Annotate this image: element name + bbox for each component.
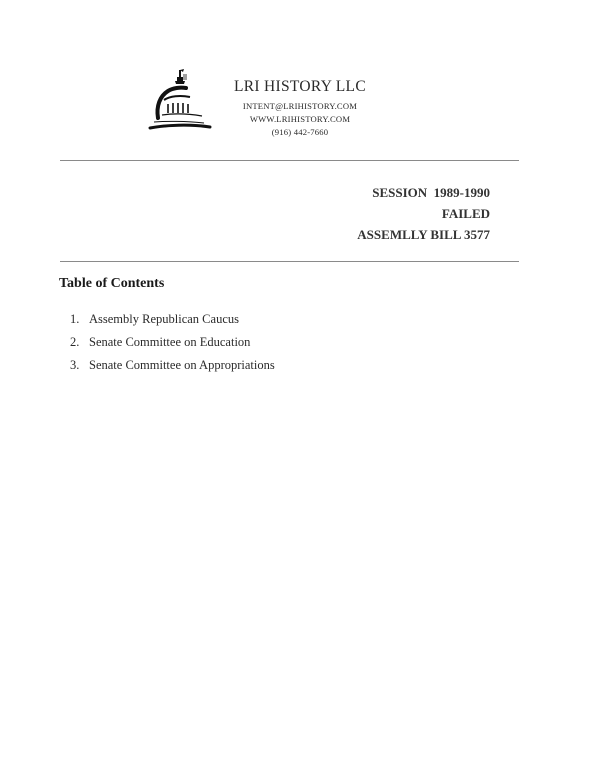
toc-item [70, 354, 275, 377]
capitol-dome-icon [146, 66, 212, 136]
bill-status: FAILED [441, 206, 490, 221]
bill-number: ASSEMLLY BILL 3577 [357, 227, 490, 242]
toc-item [70, 308, 275, 331]
toc-item-number: 1. [70, 312, 80, 326]
toc-item-label: Senate Committee on Education [89, 335, 251, 349]
company-name: LRI HISTORY LLC [234, 78, 366, 95]
company-phone: (916) 442-7660 [271, 127, 329, 137]
session-label: SESSION 1989-1990 [372, 185, 490, 200]
toc-heading: Table of Contents [59, 276, 165, 291]
top-divider [60, 160, 519, 161]
toc-item-label: Senate Committee on Appropriations [89, 358, 275, 372]
session-block [357, 182, 490, 245]
company-website: WWW.LRIHISTORY.COM [249, 114, 351, 124]
toc-item [70, 331, 275, 354]
toc-item-number: 3. [70, 358, 80, 372]
company-info [220, 78, 380, 139]
bottom-divider [60, 261, 519, 262]
company-email: INTENT@LRIHISTORY.COM [242, 101, 358, 111]
toc-item-number: 2. [70, 335, 80, 349]
toc-item-label: Assembly Republican Caucus [89, 312, 239, 326]
toc-list [70, 308, 275, 377]
